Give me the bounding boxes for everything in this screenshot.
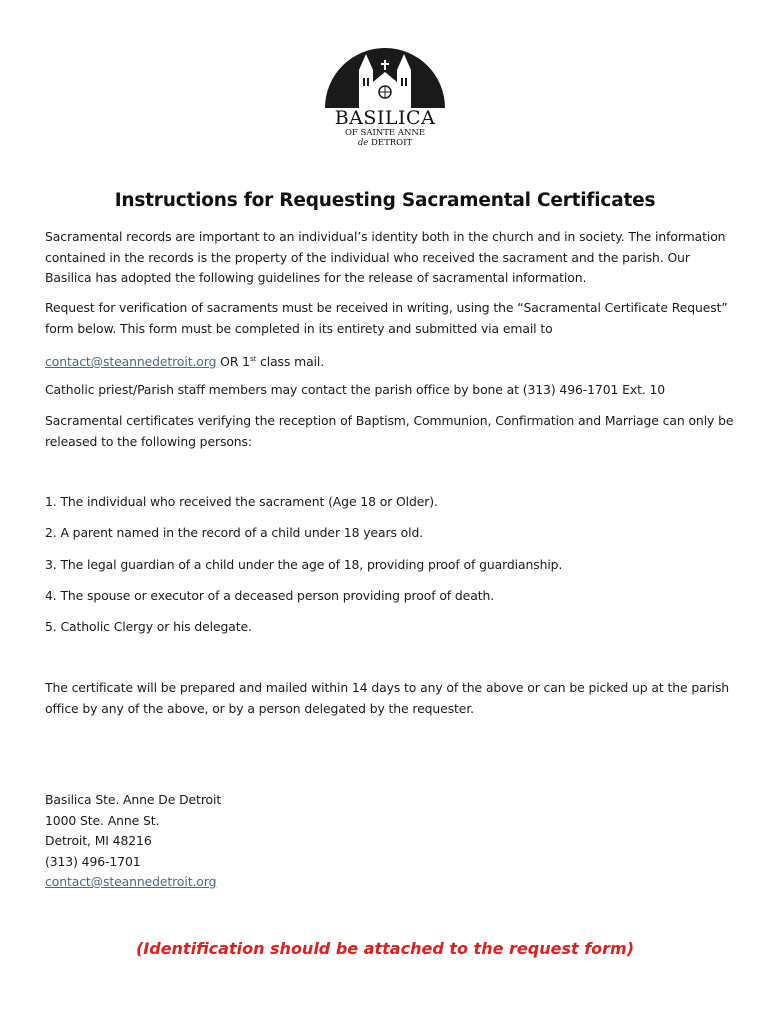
address-street: 1000 Ste. Anne St.	[45, 812, 160, 828]
eligible-item-1: 1. The individual who received the sacrament (Age 18 or Older).	[45, 494, 438, 509]
eligibility-paragraph: Sacramental certificates verifying the reception of Baptism, Communion, Confirmation and Marriage can only be released to the following persons:	[45, 413, 734, 449]
address-city: Detroit, MI 48216	[45, 833, 152, 848]
identification-note: (Identification should be attached to the request form)	[135, 939, 635, 958]
basilica-logo	[320, 48, 450, 164]
page-title: Instructions for Requesting Sacramental Certificates	[114, 190, 656, 211]
logo-name: BASILICA	[334, 107, 436, 129]
basilica-church-emblem	[323, 48, 447, 108]
eligible-item-3: 3. The legal guardian of a child under the age of 18, providing proof of guardianship.	[45, 557, 563, 572]
clergy-contact-paragraph: Catholic priest/Parish staff members may contact the parish office by bone at (313) 496-1701 Ext. 10	[45, 382, 666, 397]
address-email-link[interactable]: contact@steannedetroit.org	[45, 874, 217, 889]
submission-line: contact@steannedetroit.org OR 1st class mail.	[45, 354, 325, 370]
eligible-item-2: 2. A parent named in the record of a child under 18 years old.	[45, 525, 424, 540]
request-paragraph: Request for verification of sacraments must be received in writing, using the “Sacramental Certificate Request” form below. This form must be completed in its entirety and submitted via email to	[45, 300, 728, 336]
logo-subtitle-city: de DETROIT	[357, 138, 413, 148]
eligible-item-4: 4. The spouse or executor of a deceased person providing proof of death.	[45, 588, 495, 603]
intro-paragraph: Sacramental records are important to an individual’s identity both in the church and in society. The information contained in the records is the property of the individual who received the sacrament and the parish. Our Basilica has adopted the following guidelines for the release of sacramental information.	[45, 229, 726, 285]
logo-subtitle: OF SAINTE ANNE	[344, 128, 426, 138]
address-block	[45, 790, 735, 893]
address-phone: (313) 496-1701	[45, 853, 141, 869]
delivery-paragraph: The certificate will be prepared and mailed within 14 days to any of the above or can be picked up at the parish office by any of the above, or by a person delegated by the requester.	[45, 680, 730, 716]
contact-email-link[interactable]: contact@steannedetroit.org	[45, 354, 217, 370]
eligible-item-5: 5. Catholic Clergy or his delegate.	[45, 619, 252, 634]
address-name: Basilica Ste. Anne De Detroit	[45, 792, 222, 807]
